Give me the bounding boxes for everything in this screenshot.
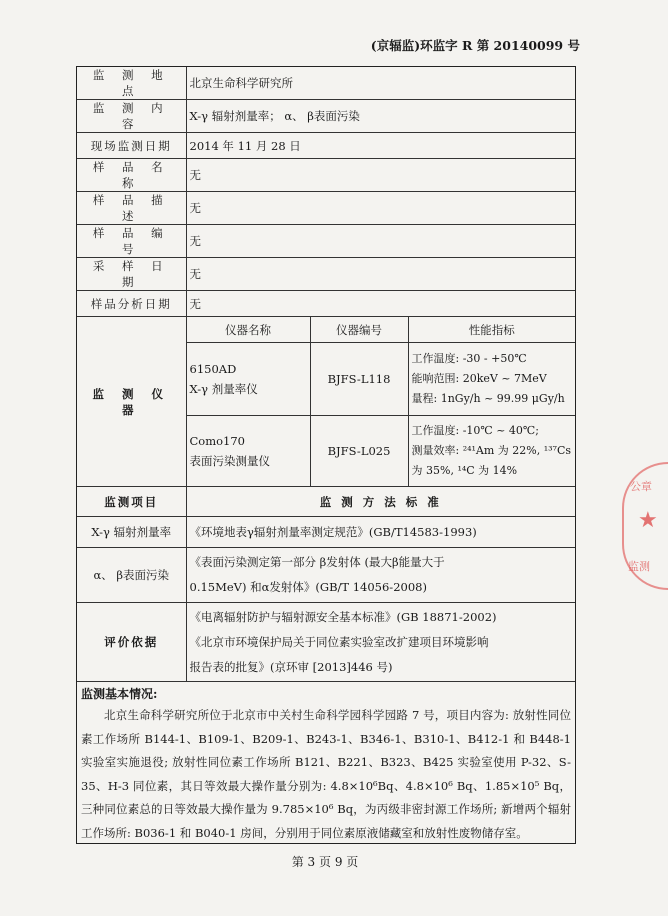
value-site: 北京生命科学研究所 — [186, 67, 575, 100]
label-analysis-date: 样品分析日期 — [77, 291, 186, 317]
instrument-2-number: BJFS-L025 — [310, 416, 408, 487]
value-sample-desc: 无 — [186, 192, 575, 225]
value-sampling-date: 无 — [186, 258, 575, 291]
info-row-site — [77, 67, 575, 100]
value-content: X-γ 辐射剂量率； α、 β表面污染 — [186, 100, 575, 133]
info-row-sample-name — [77, 159, 575, 192]
instrument-header-row — [77, 317, 575, 343]
label-site: 监 测 地 点 — [77, 67, 186, 100]
method-1-standard: 《环境地表γ辐射剂量率测定规范》(GB/T14583-1993) — [186, 517, 575, 548]
evaluation-row — [77, 603, 575, 682]
instrument-1-specs: 工作温度: -30 - +50℃ 能响范围: 20keV ~ 7MeV 量程: 1nGy/h ~ 99.99 μGy/h — [408, 343, 575, 416]
red-seal-stamp: 公章 ★ 监测 — [622, 462, 668, 590]
method-row-1 — [77, 517, 575, 548]
value-sample-id: 无 — [186, 225, 575, 258]
method-2-standard: 《表面污染测定第一部分 β发射体 (最大β能量大于 0.15MeV) 和α发射体》(GB/T 14056-2008) — [186, 548, 575, 603]
value-analysis-date: 无 — [186, 291, 575, 317]
header-instrument-name: 仪器名称 — [186, 317, 310, 343]
instrument-2-name: Como170 表面污染测量仪 — [186, 416, 310, 487]
basic-info-paragraph: 北京生命科学研究所位于北京市中关村生命科学园科学园路 7 号，项目内容为: 放射性同位素工作场所 B144-1、B109-1、B209-1、B243-1、B346-1、B310-1、B412-1 和 B448-1 实验室实施退役; 放射性同位素工作场所 B121、B221、B323、B425 实验室使用 P-32、S-35、H-3 同位素，其日等效最大操作量分别为: 4.8×10⁶Bq、4.8×10⁶ Bq、1.85×10⁵ Bq，三种同位素总的日等效最大操作量为 9.785×10⁶ Bq，为丙级非密封源工作场所; 新增两个辐射工作场所: B036-1 和 B040-1 房间，分别用于同位素原液储藏室和放射性废物储存室。 — [81, 708, 571, 840]
instrument-1-name: 6150AD X-γ 剂量率仪 — [186, 343, 310, 416]
info-row-sample-desc — [77, 192, 575, 225]
method-row-2 — [77, 548, 575, 603]
info-row-sample-id — [77, 225, 575, 258]
label-sampling-date: 采 样 日 期 — [77, 258, 186, 291]
header-instrument-number: 仪器编号 — [310, 317, 408, 343]
method-1-item: X-γ 辐射剂量率 — [77, 517, 186, 548]
basic-info-body — [77, 704, 575, 845]
method-2-item: α、 β表面污染 — [77, 548, 186, 603]
info-table — [77, 67, 575, 682]
value-sample-name: 无 — [186, 159, 575, 192]
value-date: 2014 年 11 月 28 日 — [186, 133, 575, 159]
label-content: 监 测 内 容 — [77, 100, 186, 133]
page-number: 第 3 页 9 页 — [291, 855, 359, 869]
instrument-2-specs: 工作温度: -10℃ ~ 40℃; 测量效率: ²⁴¹Am 为 22%, ¹³⁷Cs 为 35%, ¹⁴C 为 14% — [408, 416, 575, 487]
method-header-row — [77, 487, 575, 517]
info-row-sampling-date — [77, 258, 575, 291]
instrument-1-number: BJFS-L118 — [310, 343, 408, 416]
header-instrument-specs: 性能指标 — [408, 317, 575, 343]
basic-info-section — [77, 682, 575, 845]
evaluation-basis: 《电离辐射防护与辐射源安全基本标准》(GB 18871-2002) 《北京市环境保护局关于同位素实验室改扩建项目环境影响 报告表的批复》(京环审 [2013]446 号) — [186, 603, 575, 682]
label-sample-desc: 样 品 描 述 — [77, 192, 186, 225]
info-row-analysis-date — [77, 291, 575, 317]
document-number: (京辐监)环监字 R 第 20140099 号 — [370, 38, 580, 53]
label-instruments: 监 测 仪 器 — [77, 317, 186, 487]
star-icon: ★ — [638, 508, 658, 533]
info-row-content — [77, 100, 575, 133]
label-date: 现场监测日期 — [77, 133, 186, 159]
label-sample-id: 样 品 编 号 — [77, 225, 186, 258]
info-row-date — [77, 133, 575, 159]
basic-info-title: 监测基本情况: — [81, 687, 158, 701]
label-evaluation: 评价依据 — [77, 603, 186, 682]
header-method-item: 监测项目 — [77, 487, 186, 517]
report-sheet — [76, 66, 576, 844]
header-method-standard: 监 测 方 法 标 准 — [186, 487, 575, 517]
label-sample-name: 样 品 名 称 — [77, 159, 186, 192]
